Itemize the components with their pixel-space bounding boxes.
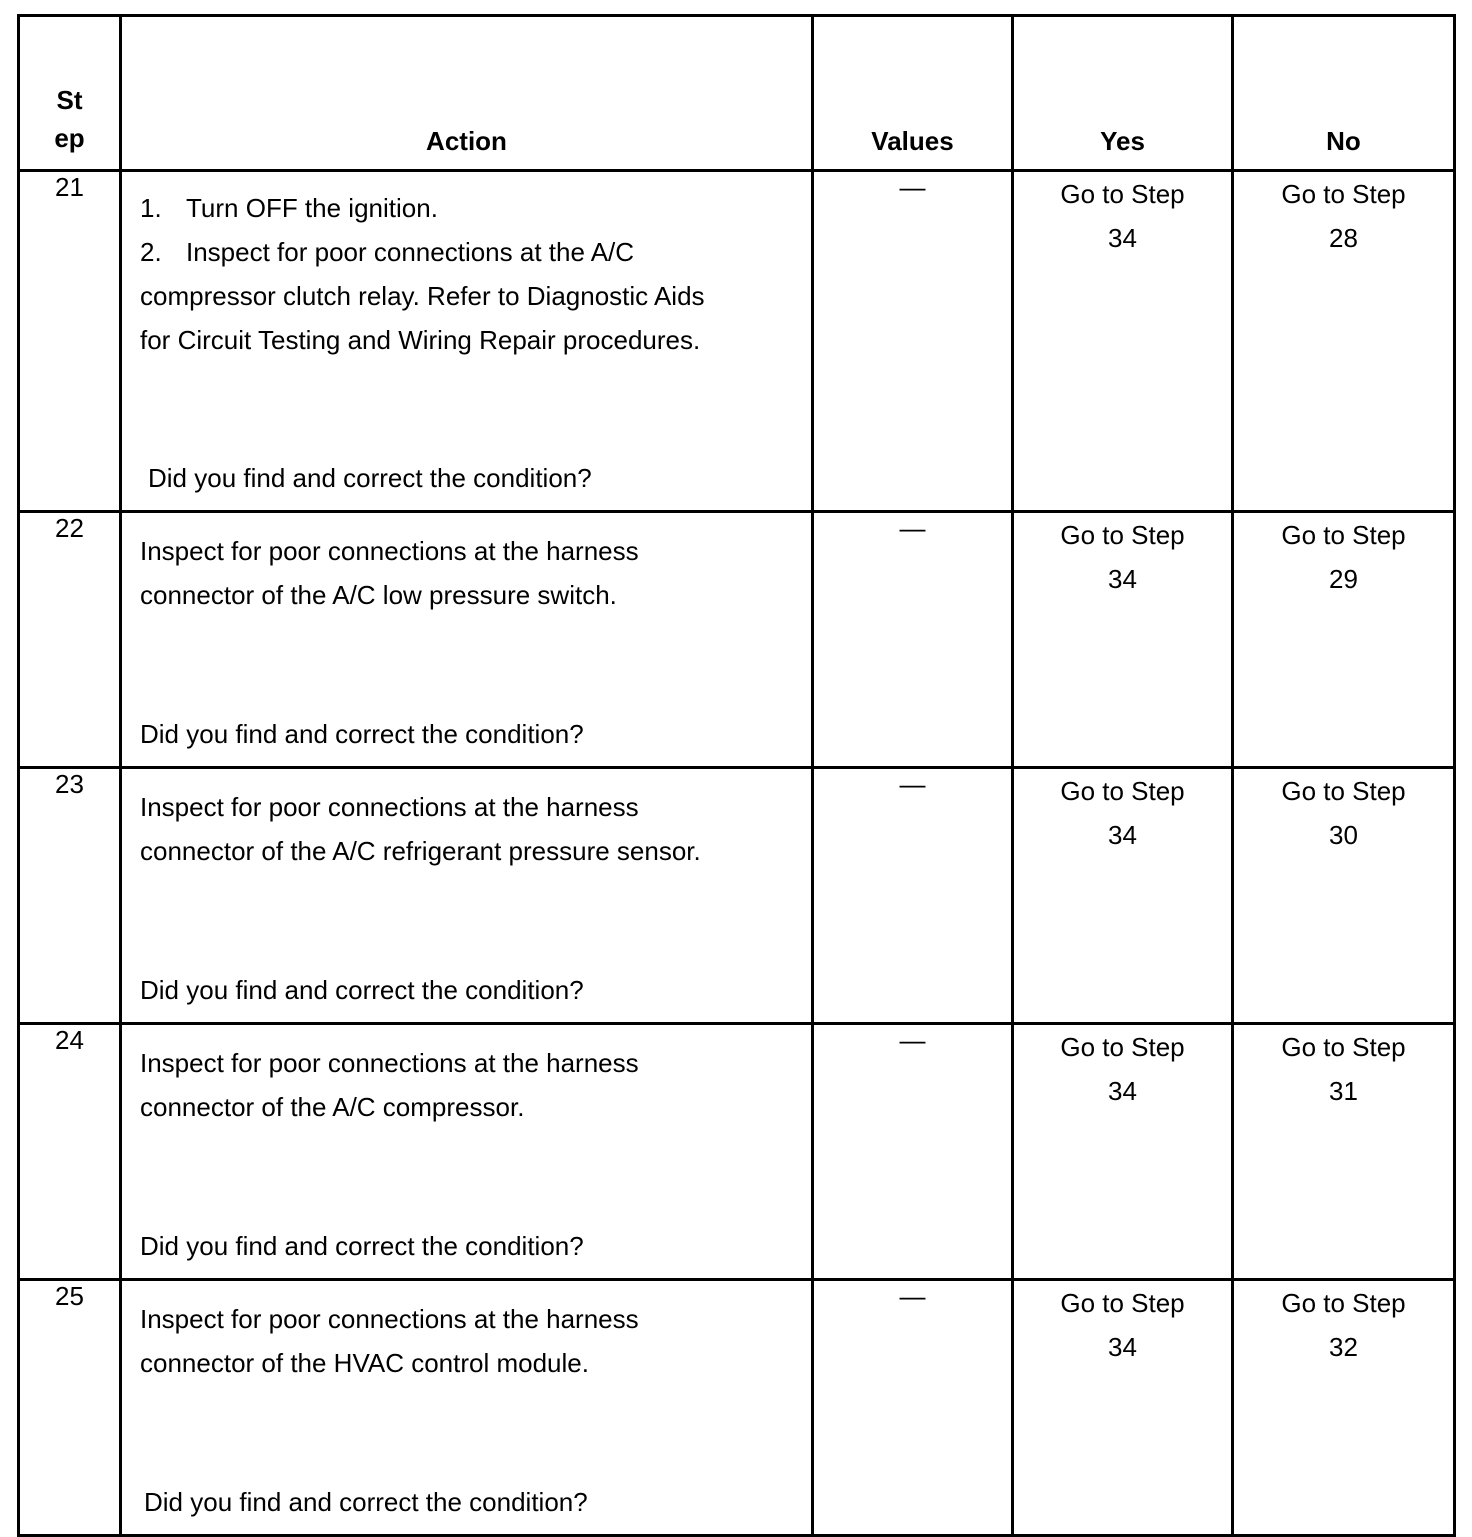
step-number: 25 (19, 1280, 121, 1536)
yes-step: 34 (1108, 223, 1137, 253)
action-question: Did you find and correct the condition? (140, 1231, 584, 1261)
item-number: 2. (140, 237, 162, 267)
item-text: Inspect for poor connections at the A/C (186, 237, 635, 267)
yes-step: 34 (1108, 1076, 1137, 1106)
action-question: Did you find and correct the condition? (144, 1487, 588, 1517)
action-line: Inspect for poor connections at the harness (140, 536, 639, 566)
no-cell (1233, 171, 1455, 512)
action-line: Inspect for poor connections at the harness (140, 1304, 639, 1334)
table-row (19, 1024, 1455, 1280)
action-item (140, 186, 795, 230)
table-row (19, 171, 1455, 512)
action-item (140, 230, 795, 274)
action-continuation: for Circuit Testing and Wiring Repair procedures. (140, 325, 701, 355)
header-step-line1: St (56, 85, 83, 115)
no-label: Go to Step (1281, 776, 1406, 806)
action-cell (121, 171, 813, 512)
action-line: connector of the A/C low pressure switch. (140, 580, 617, 610)
action-cell (121, 512, 813, 768)
yes-cell (1013, 768, 1233, 1024)
no-cell (1233, 1024, 1455, 1280)
yes-label: Go to Step (1060, 1032, 1185, 1062)
no-step: 29 (1329, 564, 1358, 594)
action-line: Inspect for poor connections at the harness (140, 792, 639, 822)
no-cell (1233, 512, 1455, 768)
step-number: 23 (19, 768, 121, 1024)
yes-label: Go to Step (1060, 776, 1185, 806)
step-number: 21 (19, 171, 121, 512)
yes-step: 34 (1108, 820, 1137, 850)
yes-cell (1013, 1280, 1233, 1536)
action-continuation: compressor clutch relay. Refer to Diagnostic Aids (140, 281, 705, 311)
yes-cell (1013, 512, 1233, 768)
action-question: Did you find and correct the condition? (140, 719, 584, 749)
values-cell: — (813, 171, 1013, 512)
diagnostic-table (17, 14, 1456, 1537)
values-cell: — (813, 768, 1013, 1024)
item-text: Turn OFF the ignition. (186, 193, 438, 223)
header-step (19, 16, 121, 171)
yes-label: Go to Step (1060, 1288, 1185, 1318)
yes-label: Go to Step (1060, 520, 1185, 550)
action-cell (121, 1280, 813, 1536)
action-line: Inspect for poor connections at the harness (140, 1048, 639, 1078)
yes-step: 34 (1108, 1332, 1137, 1362)
table-row (19, 1280, 1455, 1536)
action-line: connector of the A/C compressor. (140, 1092, 525, 1122)
header-yes: Yes (1013, 16, 1233, 171)
action-question: Did you find and correct the condition? (140, 975, 584, 1005)
header-no: No (1233, 16, 1455, 171)
header-values: Values (813, 16, 1013, 171)
table-row (19, 512, 1455, 768)
yes-step: 34 (1108, 564, 1137, 594)
action-question: Did you find and correct the condition? (148, 463, 592, 493)
no-label: Go to Step (1281, 520, 1406, 550)
values-cell: — (813, 1024, 1013, 1280)
no-step: 28 (1329, 223, 1358, 253)
action-cell (121, 768, 813, 1024)
step-number: 24 (19, 1024, 121, 1280)
item-number: 1. (140, 193, 162, 223)
no-step: 31 (1329, 1076, 1358, 1106)
no-label: Go to Step (1281, 179, 1406, 209)
no-label: Go to Step (1281, 1032, 1406, 1062)
header-action: Action (121, 16, 813, 171)
yes-cell (1013, 1024, 1233, 1280)
yes-cell (1013, 171, 1233, 512)
values-cell: — (813, 1280, 1013, 1536)
no-step: 32 (1329, 1332, 1358, 1362)
action-line: connector of the A/C refrigerant pressure sensor. (140, 836, 701, 866)
header-row (19, 16, 1455, 171)
no-step: 30 (1329, 820, 1358, 850)
header-step-line2: ep (54, 123, 85, 153)
step-number: 22 (19, 512, 121, 768)
table-row (19, 768, 1455, 1024)
no-cell (1233, 768, 1455, 1024)
no-cell (1233, 1280, 1455, 1536)
action-line: connector of the HVAC control module. (140, 1348, 589, 1378)
action-cell (121, 1024, 813, 1280)
values-cell: — (813, 512, 1013, 768)
yes-label: Go to Step (1060, 179, 1185, 209)
no-label: Go to Step (1281, 1288, 1406, 1318)
